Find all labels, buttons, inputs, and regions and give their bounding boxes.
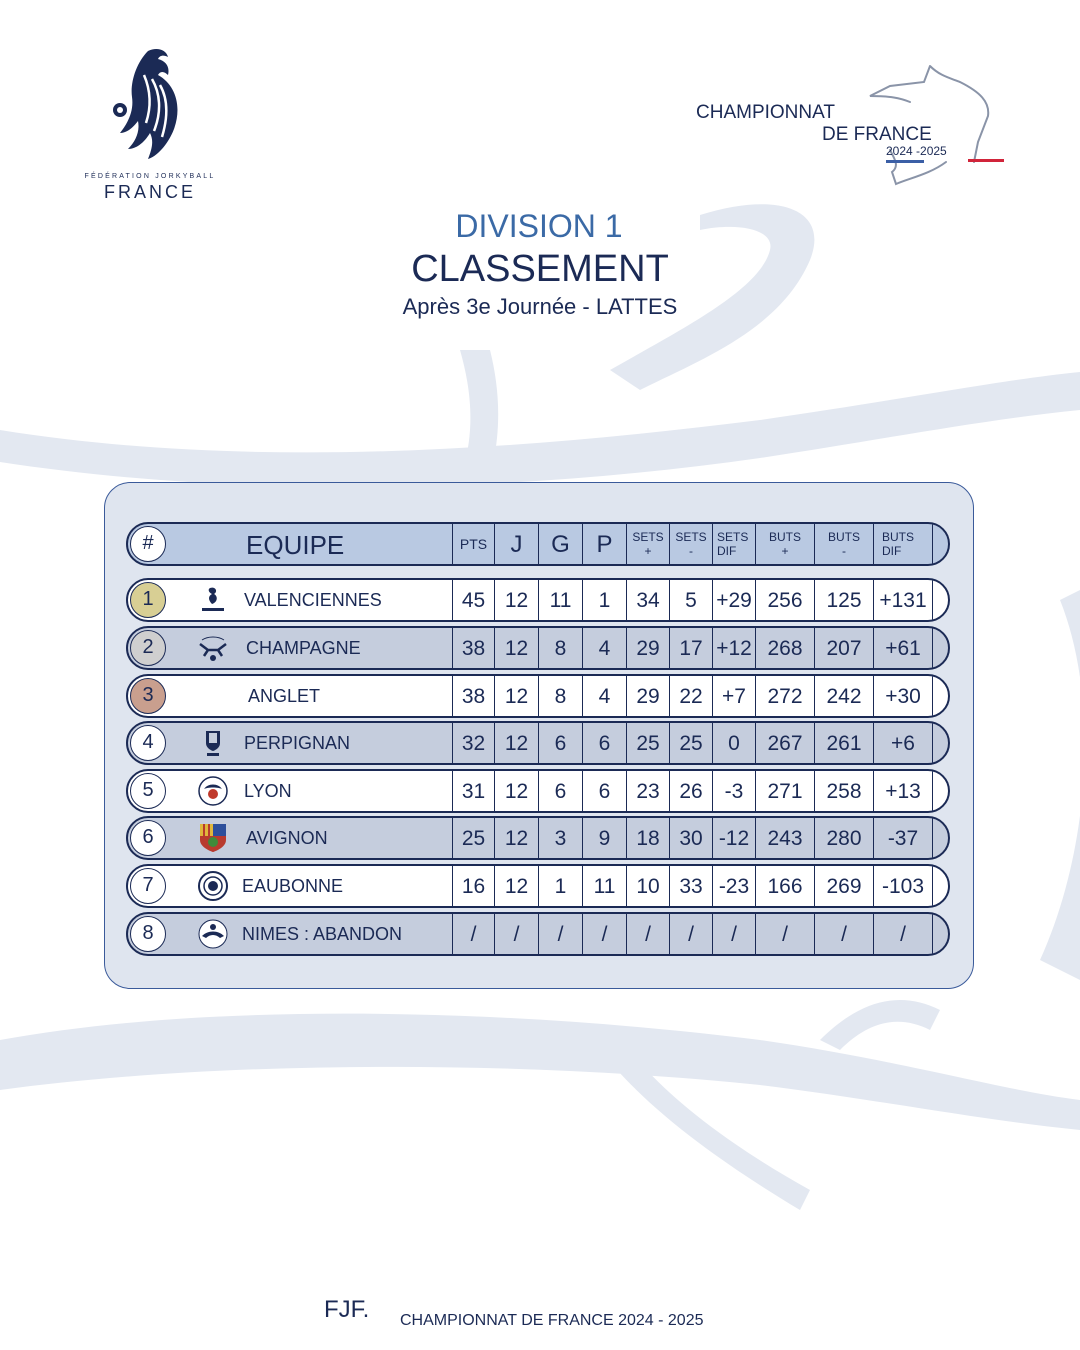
buts-plus-header: BUTS + (755, 524, 814, 564)
team-name: LYON (244, 781, 292, 801)
j-cell: 12 (494, 771, 538, 811)
footer-text: CHAMPIONNAT DE FRANCE 2024 - 2025 (400, 1312, 704, 1329)
buts-plus-cell: 166 (755, 866, 814, 906)
table-row (126, 816, 950, 860)
championship-line2: DE FRANCE (822, 124, 932, 145)
table-row (126, 626, 950, 670)
buts-minus-cell: 242 (814, 676, 873, 716)
p-cell: 6 (582, 723, 626, 763)
j-cell: / (494, 914, 538, 954)
g-header: G (538, 524, 582, 564)
sets-minus-cell: 30 (669, 818, 712, 858)
sets-dif-cell: -3 (712, 771, 755, 811)
buts-plus-cell: 271 (755, 771, 814, 811)
pts-cell: / (452, 914, 494, 954)
sets-plus-cell: 10 (626, 866, 669, 906)
sets-minus-cell: 22 (669, 676, 712, 716)
sets-dif-cell: 0 (712, 723, 755, 763)
g-cell: / (538, 914, 582, 954)
team-name: AVIGNON (246, 828, 328, 848)
g-cell: 8 (538, 628, 582, 668)
footer-brand: FJF. (324, 1296, 370, 1323)
buts-dif-cell: / (873, 914, 933, 954)
rank-badge: 7 (130, 868, 166, 904)
j-header: J (494, 524, 538, 564)
team-name: EAUBONNE (242, 876, 344, 896)
flag-red-bar (968, 159, 1004, 162)
buts-minus-header: BUTS - (814, 524, 873, 564)
sets-minus-cell: / (669, 914, 712, 954)
buts-minus-cell: / (814, 914, 873, 954)
buts-plus-cell: 268 (755, 628, 814, 668)
sets-plus-header: SETS + (626, 524, 669, 564)
flag-blue-bar (886, 160, 924, 163)
g-cell: 8 (538, 676, 582, 716)
pts-cell: 38 (452, 676, 494, 716)
team-name: PERPIGNAN (244, 733, 351, 753)
j-cell: 12 (494, 580, 538, 620)
table-row (126, 912, 950, 956)
sets-plus-cell: 18 (626, 818, 669, 858)
buts-dif-header: BUTS DIF (873, 524, 933, 564)
buts-plus-cell: 272 (755, 676, 814, 716)
federation-subtitle: FÉDÉRATION JORKYBALL (84, 173, 216, 180)
table-row (126, 578, 950, 622)
j-cell: 12 (494, 676, 538, 716)
sets-minus-cell: 33 (669, 866, 712, 906)
rank-badge: 3 (130, 678, 166, 714)
avignon-logo-icon (196, 822, 230, 854)
sets-plus-cell: 29 (626, 676, 669, 716)
sets-dif-cell: -23 (712, 866, 755, 906)
p-cell: 1 (582, 580, 626, 620)
table-row (126, 721, 950, 765)
buts-minus-cell: 269 (814, 866, 873, 906)
pts-cell: 25 (452, 818, 494, 858)
g-cell: 6 (538, 771, 582, 811)
buts-plus-cell: / (755, 914, 814, 954)
g-cell: 6 (538, 723, 582, 763)
pts-header: PTS (452, 524, 494, 564)
valenciennes-logo-icon (196, 584, 230, 616)
p-cell: 6 (582, 771, 626, 811)
table-header-row (126, 522, 950, 566)
sets-minus-header: SETS - (669, 524, 712, 564)
sets-dif-cell: +12 (712, 628, 755, 668)
buts-minus-cell: 258 (814, 771, 873, 811)
buts-plus-cell: 243 (755, 818, 814, 858)
eaubonne-logo-icon (196, 870, 230, 902)
team-name: ANGLET (248, 686, 321, 706)
buts-dif-cell: -103 (873, 866, 933, 906)
buts-minus-cell: 280 (814, 818, 873, 858)
p-cell: 4 (582, 628, 626, 668)
rank-badge: 1 (130, 582, 166, 618)
lyon-logo-icon (196, 775, 230, 807)
champagne-logo-icon (196, 632, 230, 664)
buts-minus-cell: 261 (814, 723, 873, 763)
g-cell: 11 (538, 580, 582, 620)
sets-minus-cell: 17 (669, 628, 712, 668)
buts-dif-cell: -37 (873, 818, 933, 858)
buts-plus-cell: 267 (755, 723, 814, 763)
federation-name: FRANCE (103, 182, 196, 202)
sets-plus-cell: 25 (626, 723, 669, 763)
pts-cell: 31 (452, 771, 494, 811)
g-cell: 3 (538, 818, 582, 858)
page-title: CLASSEMENT (411, 248, 669, 290)
g-cell: 1 (538, 866, 582, 906)
buts-minus-cell: 207 (814, 628, 873, 668)
buts-plus-cell: 256 (755, 580, 814, 620)
team-header: EQUIPE (246, 530, 345, 560)
pts-cell: 45 (452, 580, 494, 620)
sets-dif-header: SETS DIF (712, 524, 755, 564)
sets-dif-cell: -12 (712, 818, 755, 858)
j-cell: 12 (494, 628, 538, 668)
buts-dif-cell: +131 (873, 580, 933, 620)
perpignan-logo-icon (196, 727, 230, 759)
j-cell: 12 (494, 723, 538, 763)
rank-badge: 2 (130, 630, 166, 666)
rank-badge: 4 (130, 725, 166, 761)
sets-minus-cell: 5 (669, 580, 712, 620)
page-subtitle: Après 3e Journée - LATTES (402, 294, 678, 319)
pts-cell: 38 (452, 628, 494, 668)
sets-minus-cell: 26 (669, 771, 712, 811)
sets-plus-cell: 23 (626, 771, 669, 811)
table-row (126, 864, 950, 908)
buts-minus-cell: 125 (814, 580, 873, 620)
sets-minus-cell: 25 (669, 723, 712, 763)
championship-badge (690, 62, 1030, 202)
rank-header: # (130, 526, 166, 562)
sets-dif-cell: +29 (712, 580, 755, 620)
p-cell: 4 (582, 676, 626, 716)
championship-line1: CHAMPIONNAT (696, 102, 835, 123)
p-cell: 9 (582, 818, 626, 858)
j-cell: 12 (494, 818, 538, 858)
p-cell: 11 (582, 866, 626, 906)
buts-dif-cell: +30 (873, 676, 933, 716)
championship-season: 2024 -2025 (886, 144, 947, 158)
division-title: DIVISION 1 (455, 208, 623, 244)
buts-dif-cell: +13 (873, 771, 933, 811)
federation-logo (70, 45, 230, 215)
j-cell: 12 (494, 866, 538, 906)
sets-dif-cell: / (712, 914, 755, 954)
table-row (126, 674, 950, 718)
buts-dif-cell: +6 (873, 723, 933, 763)
pts-cell: 16 (452, 866, 494, 906)
nimes-logo-icon (196, 918, 230, 950)
rank-badge: 6 (130, 820, 166, 856)
rank-badge: 8 (130, 916, 166, 952)
sets-plus-cell: / (626, 914, 669, 954)
sets-plus-cell: 34 (626, 580, 669, 620)
rooster-icon (110, 45, 190, 163)
rank-badge: 5 (130, 773, 166, 809)
team-name: CHAMPAGNE (246, 638, 361, 658)
sets-dif-cell: +7 (712, 676, 755, 716)
p-cell: / (582, 914, 626, 954)
p-header: P (582, 524, 626, 564)
sets-plus-cell: 29 (626, 628, 669, 668)
team-name: NIMES : ABANDON (242, 924, 403, 944)
team-name: VALENCIENNES (244, 590, 382, 610)
table-row (126, 769, 950, 813)
buts-dif-cell: +61 (873, 628, 933, 668)
pts-cell: 32 (452, 723, 494, 763)
